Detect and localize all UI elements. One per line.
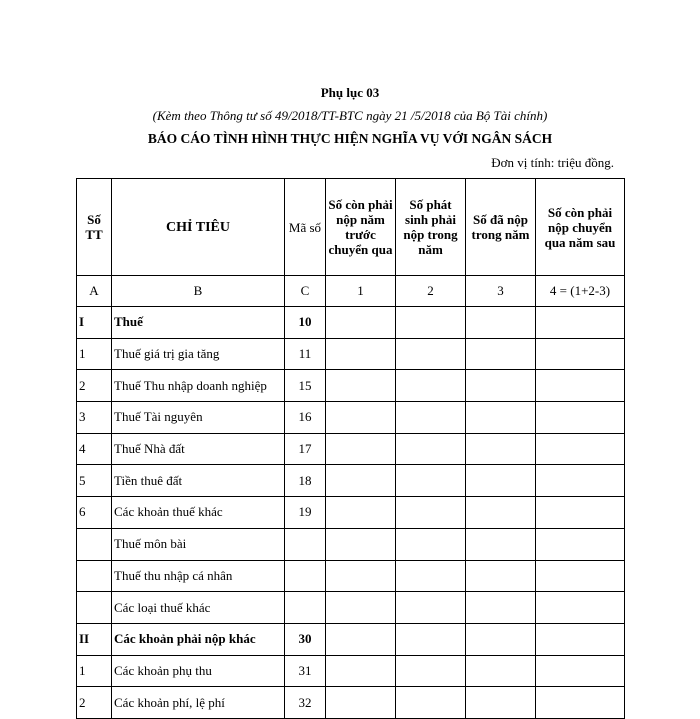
row-stt: I	[77, 307, 112, 339]
header-arising: Số phát sinh phải nộp trong năm	[396, 179, 466, 276]
row-value-carry-forward	[536, 655, 625, 687]
budget-obligation-table	[76, 178, 625, 719]
table-row	[77, 465, 625, 497]
row-value-arising	[396, 592, 466, 624]
row-value-arising	[396, 433, 466, 465]
row-value-carried-over	[326, 433, 396, 465]
header-ma-so: Mã số	[285, 179, 326, 276]
row-value-carry-forward	[536, 560, 625, 592]
row-value-arising	[396, 370, 466, 402]
row-value-carry-forward	[536, 687, 625, 719]
table-row	[77, 560, 625, 592]
row-code	[285, 528, 326, 560]
row-value-paid	[466, 528, 536, 560]
row-value-carried-over	[326, 560, 396, 592]
row-value-paid	[466, 433, 536, 465]
row-indicator-name: Thuế giá trị gia tăng	[112, 338, 285, 370]
row-value-arising	[396, 307, 466, 339]
row-indicator-name: Các loại thuế khác	[112, 592, 285, 624]
header-stt: Số TT	[77, 179, 112, 276]
row-value-paid	[466, 560, 536, 592]
row-value-paid	[466, 655, 536, 687]
row-code: 18	[285, 465, 326, 497]
row-value-carry-forward	[536, 338, 625, 370]
row-code: 11	[285, 338, 326, 370]
row-indicator-name: Các khoản phí, lệ phí	[112, 687, 285, 719]
table-row	[77, 592, 625, 624]
row-indicator-name: Thuế	[112, 307, 285, 339]
column-label: 3	[466, 276, 536, 307]
row-value-carried-over	[326, 655, 396, 687]
column-label: 1	[326, 276, 396, 307]
row-value-carried-over	[326, 465, 396, 497]
row-value-arising	[396, 402, 466, 434]
row-value-carried-over	[326, 623, 396, 655]
column-label: C	[285, 276, 326, 307]
table-header-row	[77, 179, 625, 276]
row-code	[285, 592, 326, 624]
row-value-carry-forward	[536, 307, 625, 339]
column-label-row	[77, 276, 625, 307]
header-paid: Số đã nộp trong năm	[466, 179, 536, 276]
row-value-carried-over	[326, 592, 396, 624]
row-stt: 5	[77, 465, 112, 497]
row-value-paid	[466, 623, 536, 655]
row-indicator-name: Các khoản thuế khác	[112, 497, 285, 529]
column-label: 2	[396, 276, 466, 307]
row-value-arising	[396, 560, 466, 592]
row-stt: 1	[77, 655, 112, 687]
row-indicator-name: Thuế Tài nguyên	[112, 402, 285, 434]
row-stt: 2	[77, 370, 112, 402]
row-value-carried-over	[326, 338, 396, 370]
row-code: 32	[285, 687, 326, 719]
table-row	[77, 528, 625, 560]
row-code: 19	[285, 497, 326, 529]
table-row	[77, 307, 625, 339]
table-row	[77, 338, 625, 370]
row-stt: 3	[77, 402, 112, 434]
table-row	[77, 497, 625, 529]
row-value-arising	[396, 655, 466, 687]
header-carried-over: Số còn phải nộp năm trước chuyển qua	[326, 179, 396, 276]
header-carry-forward: Số còn phải nộp chuyển qua năm sau	[536, 179, 625, 276]
row-stt: 6	[77, 497, 112, 529]
row-stt: 1	[77, 338, 112, 370]
row-indicator-name: Thuế thu nhập cá nhân	[112, 560, 285, 592]
row-stt	[77, 528, 112, 560]
row-indicator-name: Tiền thuê đất	[112, 465, 285, 497]
legal-reference: (Kèm theo Thông tư số 49/2018/TT-BTC ngày 21 /5/2018 của Bộ Tài chính)	[152, 108, 548, 123]
row-value-carry-forward	[536, 370, 625, 402]
row-value-carried-over	[326, 497, 396, 529]
row-code: 16	[285, 402, 326, 434]
row-value-paid	[466, 338, 536, 370]
row-stt: II	[77, 623, 112, 655]
row-code	[285, 560, 326, 592]
row-code: 15	[285, 370, 326, 402]
row-value-paid	[466, 497, 536, 529]
row-value-carried-over	[326, 687, 396, 719]
row-indicator-name: Thuế môn bài	[112, 528, 285, 560]
table-row	[77, 402, 625, 434]
row-code: 30	[285, 623, 326, 655]
row-value-arising	[396, 623, 466, 655]
column-label: A	[77, 276, 112, 307]
row-indicator-name: Thuế Thu nhập doanh nghiệp	[112, 370, 285, 402]
row-value-paid	[466, 370, 536, 402]
column-label: B	[112, 276, 285, 307]
row-value-carried-over	[326, 370, 396, 402]
row-value-arising	[396, 528, 466, 560]
row-code: 17	[285, 433, 326, 465]
report-heading: BÁO CÁO TÌNH HÌNH THỰC HIỆN NGHĨA VỤ VỚI NGÂN SÁCH	[147, 131, 553, 146]
row-value-carry-forward	[536, 402, 625, 434]
row-code: 10	[285, 307, 326, 339]
row-value-carry-forward	[536, 528, 625, 560]
row-value-paid	[466, 307, 536, 339]
row-value-carried-over	[326, 402, 396, 434]
row-indicator-name: Các khoản phải nộp khác	[112, 623, 285, 655]
row-stt	[77, 560, 112, 592]
row-stt: 2	[77, 687, 112, 719]
row-value-carried-over	[326, 528, 396, 560]
table-row	[77, 370, 625, 402]
row-indicator-name: Các khoản phụ thu	[112, 655, 285, 687]
row-value-carry-forward	[536, 623, 625, 655]
row-value-carried-over	[326, 307, 396, 339]
table-row	[77, 655, 625, 687]
row-stt: 4	[77, 433, 112, 465]
row-value-arising	[396, 687, 466, 719]
row-value-paid	[466, 687, 536, 719]
row-stt	[77, 592, 112, 624]
row-value-arising	[396, 338, 466, 370]
table-row	[77, 623, 625, 655]
row-value-carry-forward	[536, 433, 625, 465]
row-value-carry-forward	[536, 465, 625, 497]
appendix-title: Phụ lục 03	[320, 85, 380, 100]
row-value-arising	[396, 497, 466, 529]
row-value-paid	[466, 465, 536, 497]
unit-note: Đơn vị tính: triệu đồng.	[491, 155, 614, 170]
table-row	[77, 687, 625, 719]
header-chi-tieu: CHỈ TIÊU	[112, 179, 285, 276]
column-label: 4 = (1+2-3)	[536, 276, 625, 307]
row-value-paid	[466, 402, 536, 434]
row-value-carry-forward	[536, 592, 625, 624]
row-value-arising	[396, 465, 466, 497]
row-value-paid	[466, 592, 536, 624]
row-indicator-name: Thuế Nhà đất	[112, 433, 285, 465]
row-code: 31	[285, 655, 326, 687]
row-value-carry-forward	[536, 497, 625, 529]
table-row	[77, 433, 625, 465]
